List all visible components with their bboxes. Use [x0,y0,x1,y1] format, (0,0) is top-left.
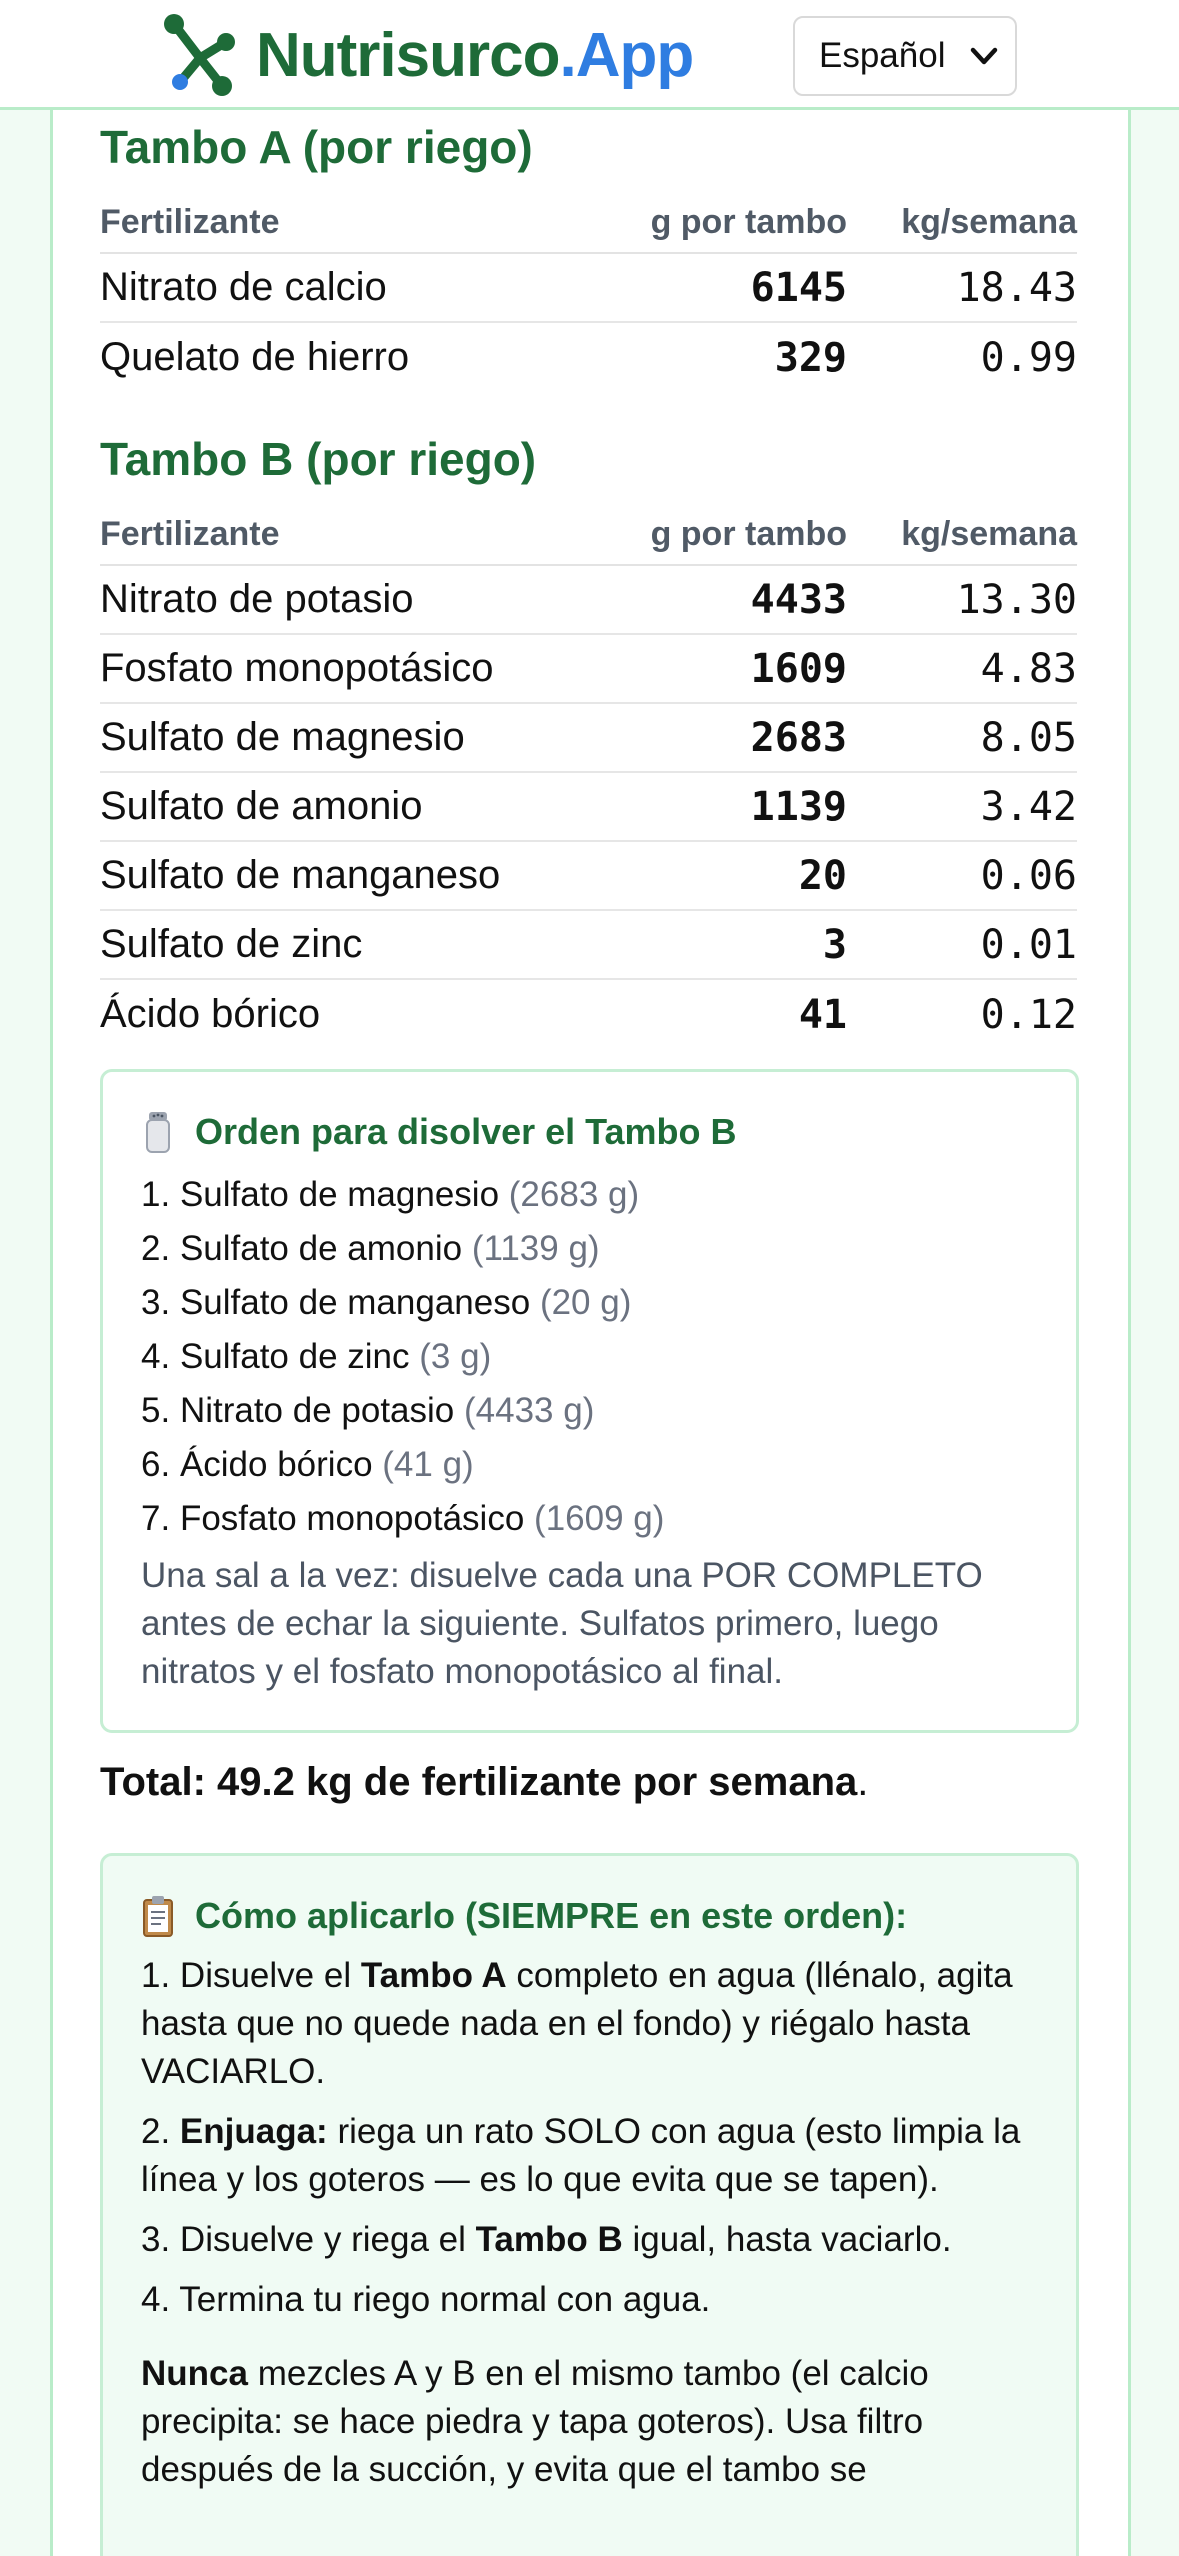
col-g-por-tambo: g por tambo [650,203,847,241]
item-number: 2. [141,1229,171,1268]
apply-step-4: 4. Termina tu riego normal con agua. [141,2280,711,2319]
table-header [100,190,1077,254]
apply-steps [141,1952,1038,2324]
item-name: Sulfato de zinc [179,1337,410,1376]
item-name: Sulfato de manganeso [179,1283,531,1322]
brand-name [256,20,693,91]
item-quantity: (3 g) [419,1337,492,1376]
molecule-logo-icon [160,12,242,98]
fertilizer-name: Fosfato monopotásico [100,646,494,690]
grams-value: 41 [798,991,847,1038]
col-fertilizante: Fertilizante [100,515,280,553]
list-item [141,1330,1038,1384]
page-background-right [1131,110,1179,2556]
kg-week-value: 0.06 [980,852,1077,899]
col-kg-semana: kg/semana [901,515,1077,553]
dissolve-order-title-text: Orden para disolver el Tambo B [195,1111,737,1152]
item-number: 4. [141,1337,171,1376]
grams-value: 1609 [750,645,847,692]
fertilizer-name: Nitrato de potasio [100,577,414,621]
step-text: igual, hasta vaciarlo. [622,2220,952,2259]
apply-step-1 [141,1952,1038,2096]
item-quantity: (20 g) [539,1283,632,1322]
table-row [100,980,1077,1049]
warning-emphasis: Nunca [141,2354,248,2393]
item-quantity: (41 g) [382,1445,474,1484]
brand-name-suffix: .App [559,20,694,90]
tambo-a-table [100,190,1077,392]
step-text: 1. Disuelve el [141,1956,361,1995]
kg-week-value: 4.83 [980,645,1077,692]
item-name: Fosfato monopotásico [179,1499,525,1538]
table-row [100,254,1077,323]
weekly-total-text: Total: 49.2 kg de fertilizante por semana [100,1760,858,1804]
fertilizer-name: Nitrato de calcio [100,265,387,309]
kg-week-value: 18.43 [956,264,1077,311]
table-row [100,911,1077,980]
clipboard-icon [141,1894,175,1938]
fertilizer-name: Ácido bórico [100,992,321,1036]
item-quantity: (2683 g) [508,1175,640,1214]
grams-value: 329 [774,334,847,381]
table-row [100,842,1077,911]
list-item [141,1384,1038,1438]
apply-instructions-box [100,1853,1079,2556]
list-item [141,1438,1038,1492]
item-name: Ácido bórico [179,1445,373,1484]
apply-step-3 [141,2216,1038,2264]
dissolve-note: Una sal a la vez: disuelve cada una POR COMPLETO antes de echar la siguiente. Sulfatos primero, luego nitratos y el fosfato monopotásico al final. [141,1556,983,1691]
fertilizer-name: Sulfato de amonio [100,784,423,828]
fertilizer-name: Sulfato de zinc [100,922,363,966]
brand-name-main: Nutrisurco [256,20,560,90]
col-kg-semana: kg/semana [901,203,1077,241]
grams-value: 3 [822,921,847,968]
table-row [100,773,1077,842]
dissolve-order-box [100,1069,1079,1733]
list-item [141,1222,1038,1276]
fertilizer-name: Sulfato de magnesio [100,715,465,759]
table-row [100,704,1077,773]
mixing-warning [141,2350,1038,2494]
item-name: Sulfato de amonio [179,1229,463,1268]
grams-value: 4433 [750,576,847,623]
brand-logo[interactable] [160,12,693,98]
kg-week-value: 3.42 [980,783,1077,830]
grams-value: 6145 [750,264,847,311]
item-name: Sulfato de magnesio [179,1175,500,1214]
list-item [141,1276,1038,1330]
tambo-b-table [100,502,1077,1049]
tambo-b-title: Tambo B (por riego) [100,433,537,485]
kg-week-value: 0.12 [980,991,1077,1038]
chevron-down-icon [969,44,999,70]
tambo-a-title: Tambo A (por riego) [100,121,533,173]
weekly-total-suffix: . [857,1760,869,1804]
table-row [100,566,1077,635]
fertilizer-name: Quelato de hierro [100,335,410,379]
list-item [141,1492,1038,1546]
list-item [141,1168,1038,1222]
language-select[interactable] [793,16,1017,96]
grams-value: 1139 [750,783,847,830]
dissolve-order-title [141,1108,1038,1156]
step-text: 2. [141,2112,180,2151]
grams-value: 2683 [750,714,847,761]
item-number: 5. [141,1391,171,1430]
item-quantity: (4433 g) [464,1391,595,1430]
grams-value: 20 [798,852,847,899]
item-quantity: (1609 g) [534,1499,665,1538]
table-row [100,635,1077,704]
weekly-total [100,1760,868,1805]
dissolve-order-list [141,1168,1038,1546]
col-fertilizante: Fertilizante [100,203,280,241]
fertilizer-name: Sulfato de manganeso [100,853,501,897]
apply-step-2 [141,2108,1038,2204]
item-number: 1. [141,1175,171,1214]
step-emphasis: Enjuaga: [179,2112,328,2151]
salt-shaker-icon [141,1110,175,1154]
kg-week-value: 0.99 [980,334,1077,381]
table-row [100,323,1077,392]
top-navigation-bar [0,0,1179,110]
item-number: 6. [141,1445,171,1484]
page-background-left [0,110,50,2556]
step-emphasis: Tambo B [475,2220,623,2259]
kg-week-value: 8.05 [980,714,1077,761]
kg-week-value: 13.30 [956,576,1077,623]
language-select-value: Español [819,36,946,75]
item-name: Nitrato de potasio [179,1391,455,1430]
step-text: 3. Disuelve y riega el [141,2220,476,2259]
item-number: 7. [141,1499,171,1538]
apply-instructions-title-text: Cómo aplicarlo (SIEMPRE en este orden): [195,1895,908,1936]
kg-week-value: 0.01 [980,921,1077,968]
warning-text: mezcles A y B en el mismo tambo (el calcio precipita: se hace piedra y tapa goteros). Usa filtro después de la succión, y evita que el tambo se [141,2354,929,2489]
col-g-por-tambo: g por tambo [650,515,847,553]
item-quantity: (1139 g) [471,1229,600,1268]
apply-instructions-title [141,1892,1038,1940]
table-header [100,502,1077,566]
step-emphasis: Tambo A [360,1956,507,1995]
step-text: riega un rato SOLO con agua (esto limpia la línea y los goteros — es lo que evita que se tapen). [141,2112,1021,2199]
item-number: 3. [141,1283,171,1322]
step-text: completo en agua (llénalo, agita hasta que no quede nada en el fondo) y riégalo hasta VACIARLO. [141,1956,1013,2091]
